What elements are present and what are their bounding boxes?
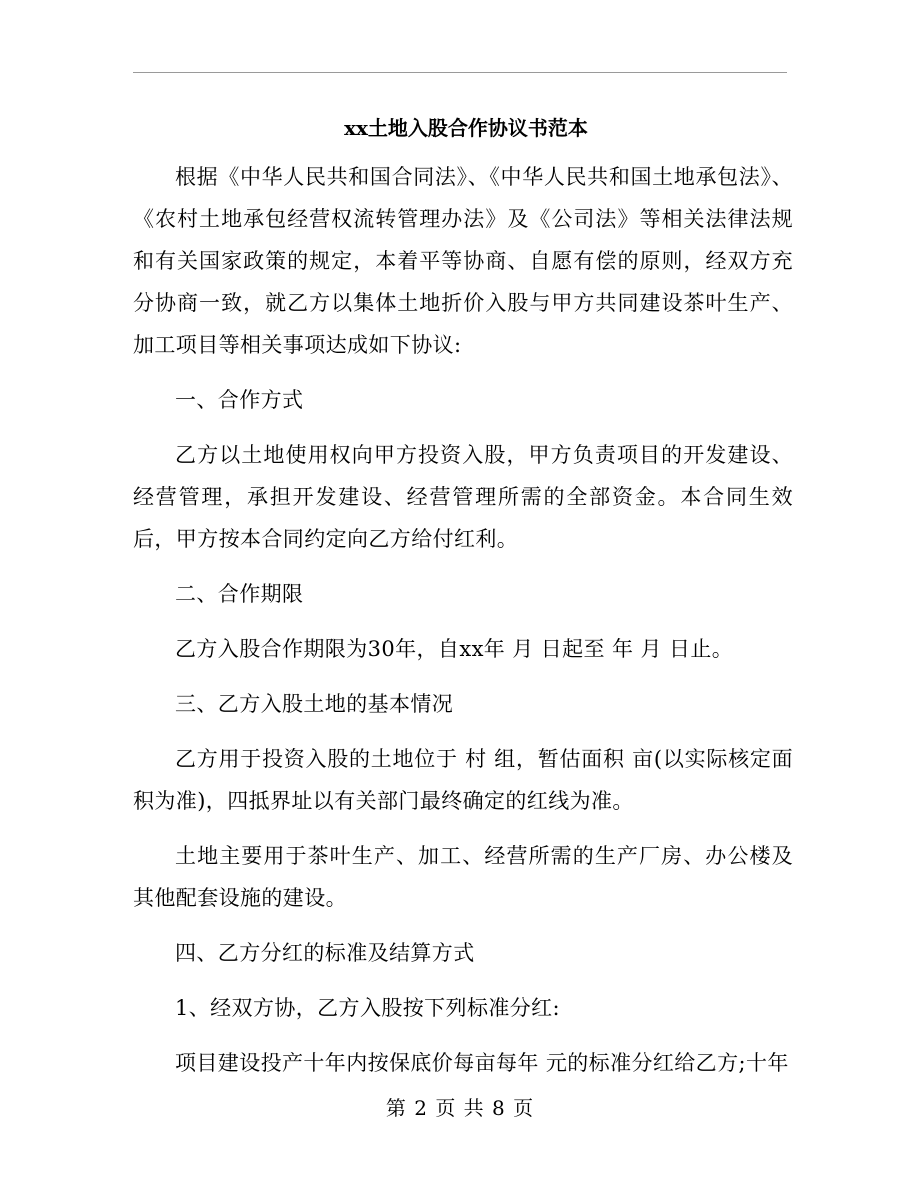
section-heading-cooperation-term: 二、合作期限 bbox=[175, 582, 304, 606]
paragraph-dividend-standard: 项目建设投产十年内按保底价每亩每年 元的标准分红给乙方;十年 bbox=[175, 1051, 789, 1075]
paragraph-cooperation-method: 乙方以土地使用权向甲方投资入股，甲方负责项目的开发建设、经营管理，承担开发建设、经营管理所需的全部资金。本合同生效后，甲方按本合同约定向乙方给付红利。 bbox=[133, 443, 793, 551]
paragraph-cooperation-term: 乙方入股合作期限为30年，自xx年 月 日起至 年 月 日止。 bbox=[175, 637, 734, 661]
paragraph-land-location: 乙方用于投资入股的土地位于 村 组，暂估面积 亩(以实际核定面积为准)，四抵界址以有关部门最终确定的红线为准。 bbox=[133, 747, 793, 813]
document-title: xx土地入股合作协议书范本 bbox=[344, 116, 588, 140]
paragraph-land-usage: 土地主要用于茶叶生产、加工、经营所需的生产厂房、办公楼及其他配套设施的建设。 bbox=[133, 844, 793, 910]
page-footer: 第 2 页 共 8 页 bbox=[385, 1096, 535, 1120]
section-heading-land-info: 三、乙方入股土地的基本情况 bbox=[175, 692, 454, 716]
paragraph-preamble: 根据《中华人民共和国合同法》、《中华人民共和国土地承包法》、《农村土地承包经营权流转管理办法》及《公司法》等相关法律法规和有关国家政策的规定，本着平等协商、自愿有偿的原则，经双方充分协商一致，就乙方以集体土地折价入股与甲方共同建设茶叶生产、加工项目等相关事项达成如下协议: bbox=[133, 165, 793, 357]
document-body bbox=[133, 100, 793, 1084]
section-heading-dividend: 四、乙方分红的标准及结算方式 bbox=[175, 941, 475, 965]
section-heading-cooperation-method: 一、合作方式 bbox=[175, 388, 304, 412]
header-rule bbox=[133, 72, 787, 73]
paragraph-dividend-intro: 1、经双方协，乙方入股按下列标准分红: bbox=[175, 996, 561, 1020]
